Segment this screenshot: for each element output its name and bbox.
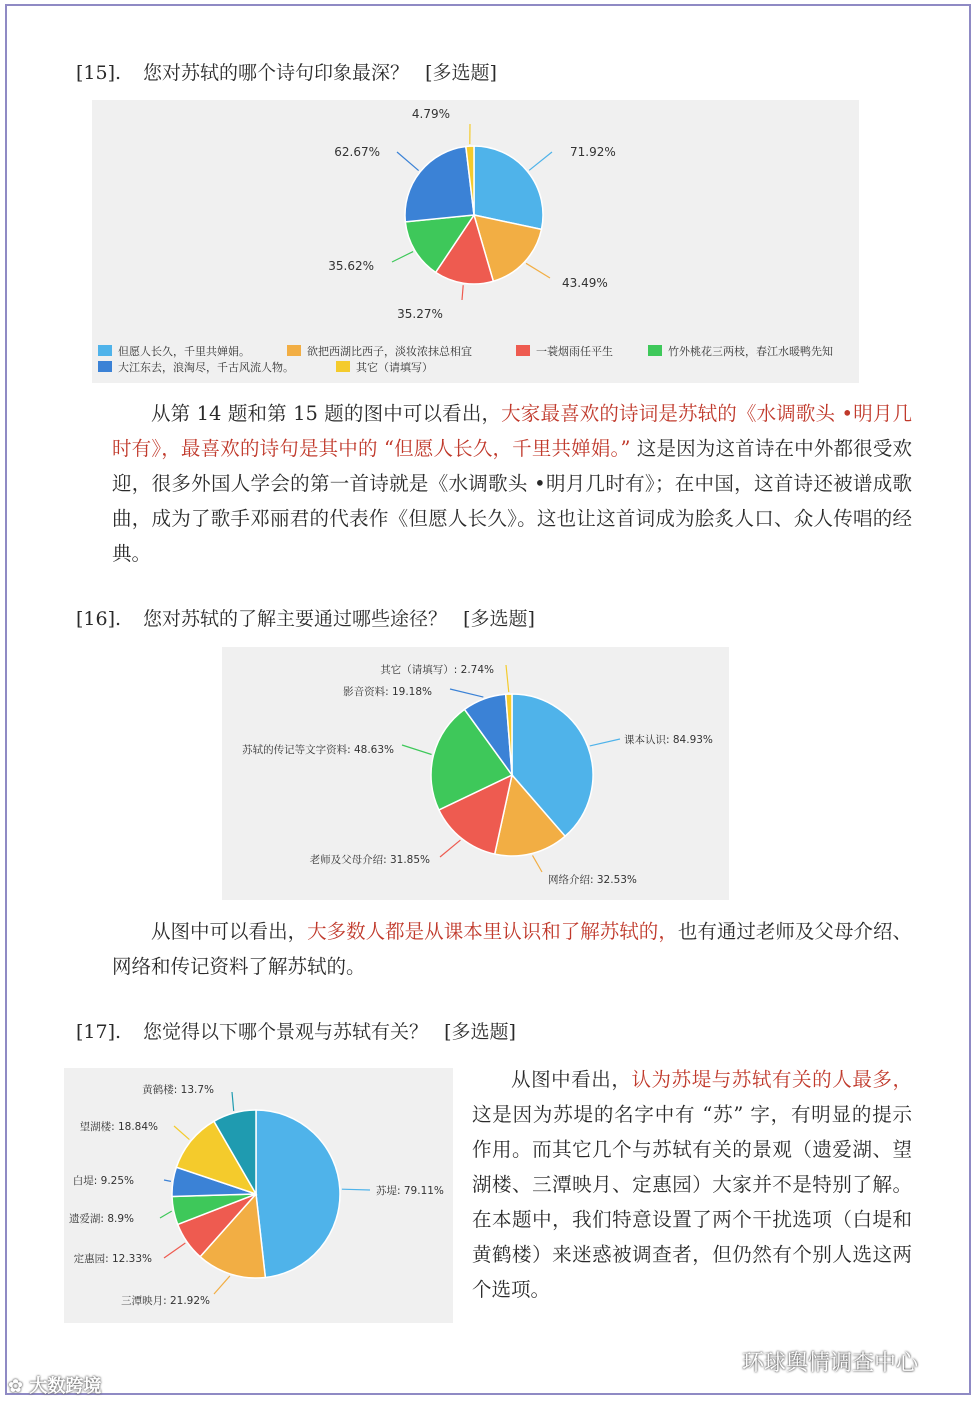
legend-label: 其它（请填写） [356,361,433,374]
slice-label: 望湖楼: 18.84% [79,1121,158,1133]
highlighted-text: 大多数人都是从课本里认识和了解苏轼的， [307,920,678,943]
leader-line [160,1211,172,1218]
legend-swatch [98,361,112,372]
slice-label: 4.79% [411,107,450,121]
paragraph-text: 这是因为苏堤的名字中有 “苏” 字，有明显的提示作用。而其它几个与苏轼有关的景观（遗爱湖、望湖楼、三潭映月、定惠园）大家并不是特别了解。在本题中，我们特意设置了两个干扰选项（白堤和黄鹤楼）来迷惑被调查者，但仍然有个别人选这两个选项。 [472,1103,912,1301]
legend-item [516,343,613,359]
paragraph-text: 这是因为这首诗在中外都很受欢迎，很多外国人学会的第一首诗就是《水调歌头 •明月几时有》；在中国，这首诗还被谱成歌曲，成为了歌手邓丽君的代表作《但愿人长久》。这也让这首词成为脍炙人口、众人传唱的经典。 [112,437,913,565]
leader-line [164,1180,171,1181]
leader-line [402,745,432,755]
leader-line [440,840,460,857]
slice-label: 35.62% [328,259,374,273]
slice-label: 其它（请填写）: 2.74% [380,664,494,676]
legend-swatch [287,345,301,356]
slice-label: 课本认识: 84.93% [624,734,713,746]
highlighted-text: 大家最喜欢的诗词是苏轼的《水调歌头 •明月几时有》，最喜欢的诗句是其中的 “但愿人长久，千里共婵娟。” [112,402,913,460]
slice-label: 老师及父母介绍: 31.85% [309,854,430,866]
paragraph-text: 也有通过老师及父母介绍、网络和传记资料了解苏轼的。 [112,920,912,978]
slice-label: 71.92% [570,145,616,159]
legend-swatch [516,345,530,356]
question-number: [16]. [76,608,122,630]
slice-label: 黄鹤楼: 13.7% [142,1084,214,1096]
watermark-right-text: 环球舆情调查中心 [742,1351,919,1376]
legend-swatch [648,345,662,356]
leader-line [506,665,509,692]
slice-label: 35.27% [397,307,443,321]
pie-chart-svg [222,647,729,900]
pie-slice [256,1110,340,1277]
watermark-left-text: 大数跨境 [29,1376,102,1397]
leader-line [462,285,463,300]
leader-line [392,252,413,262]
slice-label: 苏轼的传记等文字资料: 48.63% [242,744,394,756]
question-17 [76,1017,516,1044]
paragraph-text: 从第 14 题和第 15 题的图中可以看出， [151,402,502,425]
pie-chart-svg [64,1068,453,1323]
question-type-tag: [多选题] [425,62,497,84]
watermark-left [8,1372,101,1398]
question-number: [17]. [76,1021,122,1043]
paragraph-text: 从图中可以看出， [151,920,308,943]
slice-label: 网络介绍: 32.53% [548,874,637,886]
leader-line [590,739,620,746]
legend-swatch [336,361,350,372]
question-text: 您对苏轼的哪个诗句印象最深？ [143,62,410,84]
watermark-logo-icon: ✿ [8,1376,24,1397]
legend-item [336,359,433,375]
legend-item [648,343,833,359]
legend-label: 竹外桃花三两枝，春江水暖鸭先知 [668,345,833,358]
paragraph-text: 从图中看出， [511,1068,632,1091]
analysis-paragraph-16 [112,914,912,984]
question-text: 您觉得以下哪个景观与苏轼有关？ [143,1021,429,1043]
slice-label: 白堤: 9.25% [72,1175,134,1187]
leader-line [342,1189,370,1190]
legend-label: 但愿人长久，千里共婵娟。 [118,345,250,358]
leader-line [397,152,419,171]
slice-label: 遗爱湖: 8.9% [68,1213,134,1225]
analysis-paragraph-17 [472,1062,912,1307]
legend-item [287,343,472,359]
pie-slice [405,146,474,221]
chart-legend [92,340,859,380]
slice-label: 苏堤: 79.11% [376,1185,444,1197]
pie-chart-q17 [64,1068,453,1323]
question-type-tag: [多选题] [444,1021,516,1043]
slice-label: 影音资料: 19.18% [343,686,432,698]
legend-label: 大江东去，浪淘尽，千古风流人物。 [118,361,294,374]
leader-line [164,1243,185,1258]
wechat-icon [710,1352,736,1372]
slice-label: 定惠园: 12.33% [73,1253,152,1265]
legend-label: 一蓑烟雨任平生 [536,345,613,358]
leader-line [526,263,550,278]
analysis-paragraph-15 [112,396,912,571]
legend-swatch [98,345,112,356]
highlighted-text: 认为苏堤与苏轼有关的人最多， [631,1068,912,1091]
question-number: [15]. [76,62,122,84]
leader-line [214,1276,230,1294]
pie-chart-q16 [222,647,729,900]
slice-label: 43.49% [562,276,608,290]
question-16 [76,604,535,631]
question-type-tag: [多选题] [463,608,535,630]
slice-label: 62.67% [334,145,380,159]
question-text: 您对苏轼的了解主要通过哪些途径？ [143,608,448,630]
leader-line [174,1126,189,1140]
legend-item [98,343,250,359]
leader-line [232,1092,234,1111]
leader-line [533,855,542,872]
watermark-right [710,1346,918,1377]
leader-line [529,152,552,170]
slice-label: 三潭映月: 21.92% [121,1295,210,1307]
legend-item [98,359,294,375]
question-15 [76,58,497,85]
leader-line [450,689,483,697]
legend-label: 欲把西湖比西子，淡妆浓抹总相宜 [307,345,472,358]
pie-chart-q15 [92,100,859,383]
